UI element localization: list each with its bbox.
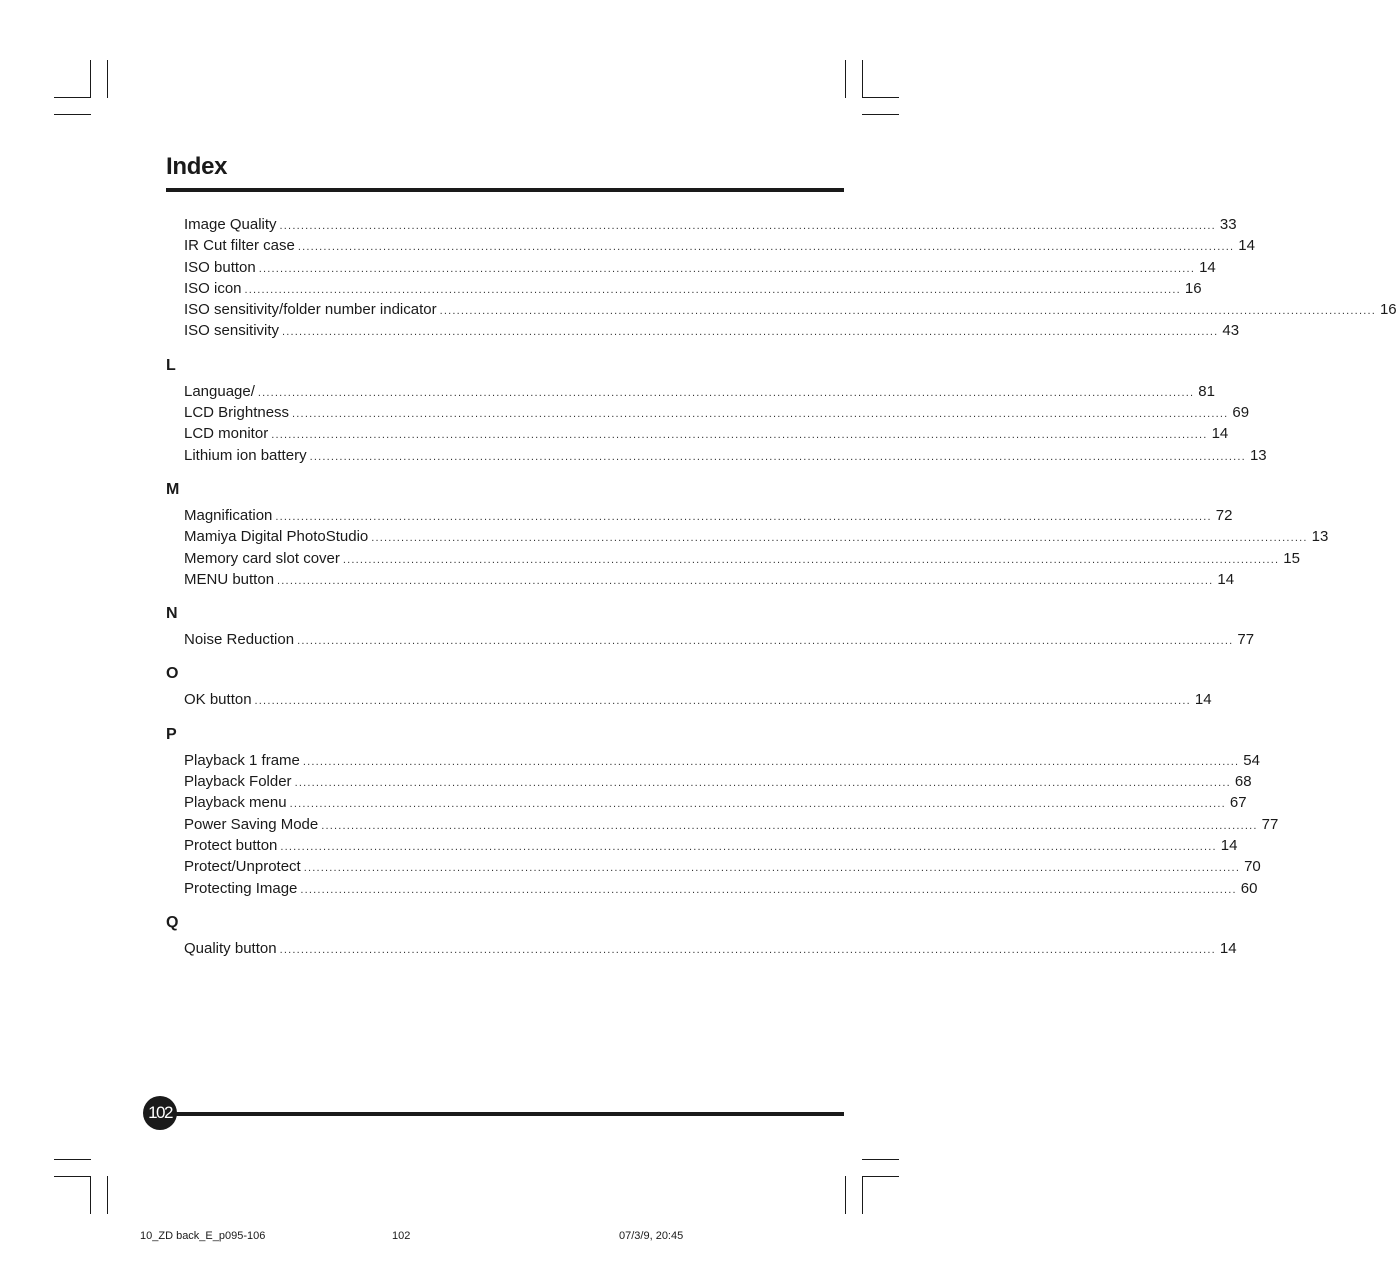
entry-page: 68	[1234, 773, 1252, 791]
crop-mark	[862, 1159, 899, 1160]
entry-page: 16	[1379, 301, 1397, 319]
dot-leader: ............................................................................................................................................................................................................................	[258, 262, 1196, 275]
crop-mark	[862, 1176, 899, 1177]
crop-mark	[845, 1176, 846, 1214]
crop-mark	[107, 60, 108, 98]
entry-page: 14	[1220, 836, 1238, 854]
entry-page: 14	[1238, 237, 1255, 255]
entry-term: LCD monitor	[184, 425, 269, 443]
entry-term: Image Quality	[184, 216, 277, 233]
dot-leader: ............................................................................................................................................................................................................................	[371, 532, 1308, 545]
entry-page: 13	[1311, 528, 1329, 546]
crop-mark	[862, 114, 899, 115]
index-entry	[166, 856, 1261, 877]
entry-term: Playback menu	[184, 794, 287, 812]
index-entry	[166, 235, 1255, 256]
crop-mark	[54, 1159, 91, 1160]
entry-term: ISO sensitivity	[184, 322, 280, 340]
dot-leader: ............................................................................................................................................................................................................................	[303, 862, 1241, 875]
index-entry	[166, 548, 1300, 569]
index-list	[166, 214, 1397, 972]
index-entry	[166, 257, 1216, 278]
index-entry	[166, 526, 1329, 547]
index-section	[166, 479, 1329, 590]
index-entry	[166, 569, 1235, 590]
entry-page: 81	[1198, 382, 1215, 400]
index-entry	[166, 878, 1258, 899]
entry-page: 54	[1243, 751, 1260, 769]
entry-term: LCD Brightness	[184, 404, 290, 422]
index-entry	[166, 278, 1202, 299]
index-section	[166, 603, 1255, 650]
dot-leader: ............................................................................................................................................................................................................................	[297, 241, 1235, 254]
dot-leader: ............................................................................................................................................................................................................................	[257, 386, 1195, 399]
index-entry	[166, 320, 1240, 341]
dot-leader: ............................................................................................................................................................................................................................	[244, 283, 1181, 296]
entry-page: 33	[1219, 216, 1237, 233]
index-entry	[166, 814, 1279, 835]
crop-mark	[862, 97, 899, 98]
entry-term: Language/	[184, 382, 255, 400]
entry-term: Protect button	[184, 836, 278, 854]
entry-page: 14	[1219, 939, 1237, 957]
dot-leader: ............................................................................................................................................................................................................................	[277, 574, 1214, 587]
entry-term: Noise Reduction	[184, 631, 295, 649]
index-entry	[166, 381, 1215, 402]
index-entry	[166, 792, 1247, 813]
section-letter: P	[166, 725, 177, 743]
dot-leader: ............................................................................................................................................................................................................................	[280, 840, 1217, 853]
entry-page: 15	[1283, 549, 1300, 567]
index-entry	[166, 835, 1238, 856]
crop-mark	[54, 97, 91, 98]
dot-leader: ............................................................................................................................................................................................................................	[271, 429, 1208, 442]
dot-leader: ............................................................................................................................................................................................................................	[294, 777, 1231, 790]
crop-mark	[90, 60, 91, 98]
dot-leader: ............................................................................................................................................................................................................................	[439, 305, 1376, 318]
entry-term: Protecting Image	[184, 879, 298, 897]
index-entry	[166, 750, 1260, 771]
entry-term: Lithium ion battery	[184, 446, 307, 464]
section-letter: M	[166, 480, 180, 498]
index-entry	[166, 423, 1229, 444]
dot-leader: ............................................................................................................................................................................................................................	[309, 450, 1246, 463]
dot-leader: ............................................................................................................................................................................................................................	[282, 326, 1219, 339]
crop-mark	[54, 114, 91, 115]
index-section	[166, 663, 1212, 710]
entry-term: Protect/Unprotect	[184, 858, 301, 876]
entry-term: Playback 1 frame	[184, 751, 300, 769]
index-entry	[166, 505, 1233, 526]
dot-leader: ............................................................................................................................................................................................................................	[297, 635, 1234, 648]
crop-mark	[107, 1176, 108, 1214]
dot-leader: ............................................................................................................................................................................................................................	[279, 943, 1216, 956]
entry-page: 14	[1199, 258, 1216, 276]
footer-file: 10_ZD back_E_p095-106	[140, 1230, 266, 1242]
index-entry	[166, 402, 1250, 423]
index-entry	[166, 214, 1237, 235]
entry-page: 70	[1244, 858, 1261, 876]
dot-leader: ............................................................................................................................................................................................................................	[300, 883, 1237, 896]
index-entry	[166, 629, 1255, 650]
index-section	[166, 355, 1267, 466]
footer-page: 102	[392, 1230, 411, 1242]
dot-leader: ............................................................................................................................................................................................................................	[321, 819, 1258, 832]
crop-mark	[845, 60, 846, 98]
entry-term: IR Cut filter case	[184, 237, 295, 255]
entry-term: Memory card slot cover	[184, 549, 340, 567]
section-letter: O	[166, 665, 179, 683]
entry-page: 67	[1229, 794, 1247, 812]
entry-page: 72	[1215, 506, 1233, 524]
section-letter: N	[166, 605, 178, 623]
entry-page: 13	[1249, 446, 1267, 464]
title-rule	[166, 188, 844, 192]
index-entry	[166, 938, 1237, 959]
index-entry	[166, 299, 1397, 320]
index-entry	[166, 771, 1252, 792]
crop-mark	[862, 60, 863, 98]
entry-term: Playback Folder	[184, 773, 292, 791]
index-entry	[166, 445, 1267, 466]
crop-mark	[54, 1176, 91, 1177]
page-number-badge: 102	[143, 1096, 177, 1130]
index-section	[166, 724, 1279, 899]
entry-page: 14	[1194, 691, 1212, 709]
section-letter: L	[166, 356, 176, 374]
crop-mark	[90, 1176, 91, 1214]
section-letter: Q	[166, 913, 179, 931]
dot-leader: ............................................................................................................................................................................................................................	[279, 220, 1216, 232]
entry-term: Magnification	[184, 506, 273, 524]
entry-term: OK button	[184, 691, 252, 709]
entry-term: Power Saving Mode	[184, 815, 319, 833]
footer-timestamp: 07/3/9, 20:45	[619, 1230, 684, 1242]
entry-page: 69	[1232, 404, 1250, 422]
entry-page: 60	[1240, 879, 1258, 897]
page-title: Index	[166, 153, 228, 180]
entry-term: Quality button	[184, 939, 277, 957]
entry-term: ISO icon	[184, 279, 242, 297]
bottom-rule	[176, 1112, 844, 1116]
dot-leader: ............................................................................................................................................................................................................................	[302, 755, 1240, 768]
entry-page: 77	[1237, 631, 1255, 649]
index-section	[166, 912, 1237, 959]
dot-leader: ............................................................................................................................................................................................................................	[292, 408, 1229, 421]
entry-page: 14	[1217, 570, 1235, 588]
dot-leader: ............................................................................................................................................................................................................................	[254, 695, 1191, 708]
index-entry	[166, 689, 1212, 710]
crop-mark	[862, 1176, 863, 1214]
entry-term: Mamiya Digital PhotoStudio	[184, 528, 369, 546]
entry-term: MENU button	[184, 570, 275, 588]
entry-page: 14	[1211, 425, 1229, 443]
entry-page: 16	[1184, 279, 1202, 297]
entry-page: 77	[1261, 815, 1279, 833]
entry-page: 43	[1222, 322, 1240, 340]
dot-leader: ............................................................................................................................................................................................................................	[289, 798, 1226, 811]
entry-term: ISO sensitivity/folder number indicator	[184, 301, 437, 319]
dot-leader: ............................................................................................................................................................................................................................	[342, 553, 1280, 566]
entry-term: ISO button	[184, 258, 256, 276]
dot-leader: ............................................................................................................................................................................................................................	[275, 510, 1212, 523]
index-section	[166, 214, 1397, 342]
